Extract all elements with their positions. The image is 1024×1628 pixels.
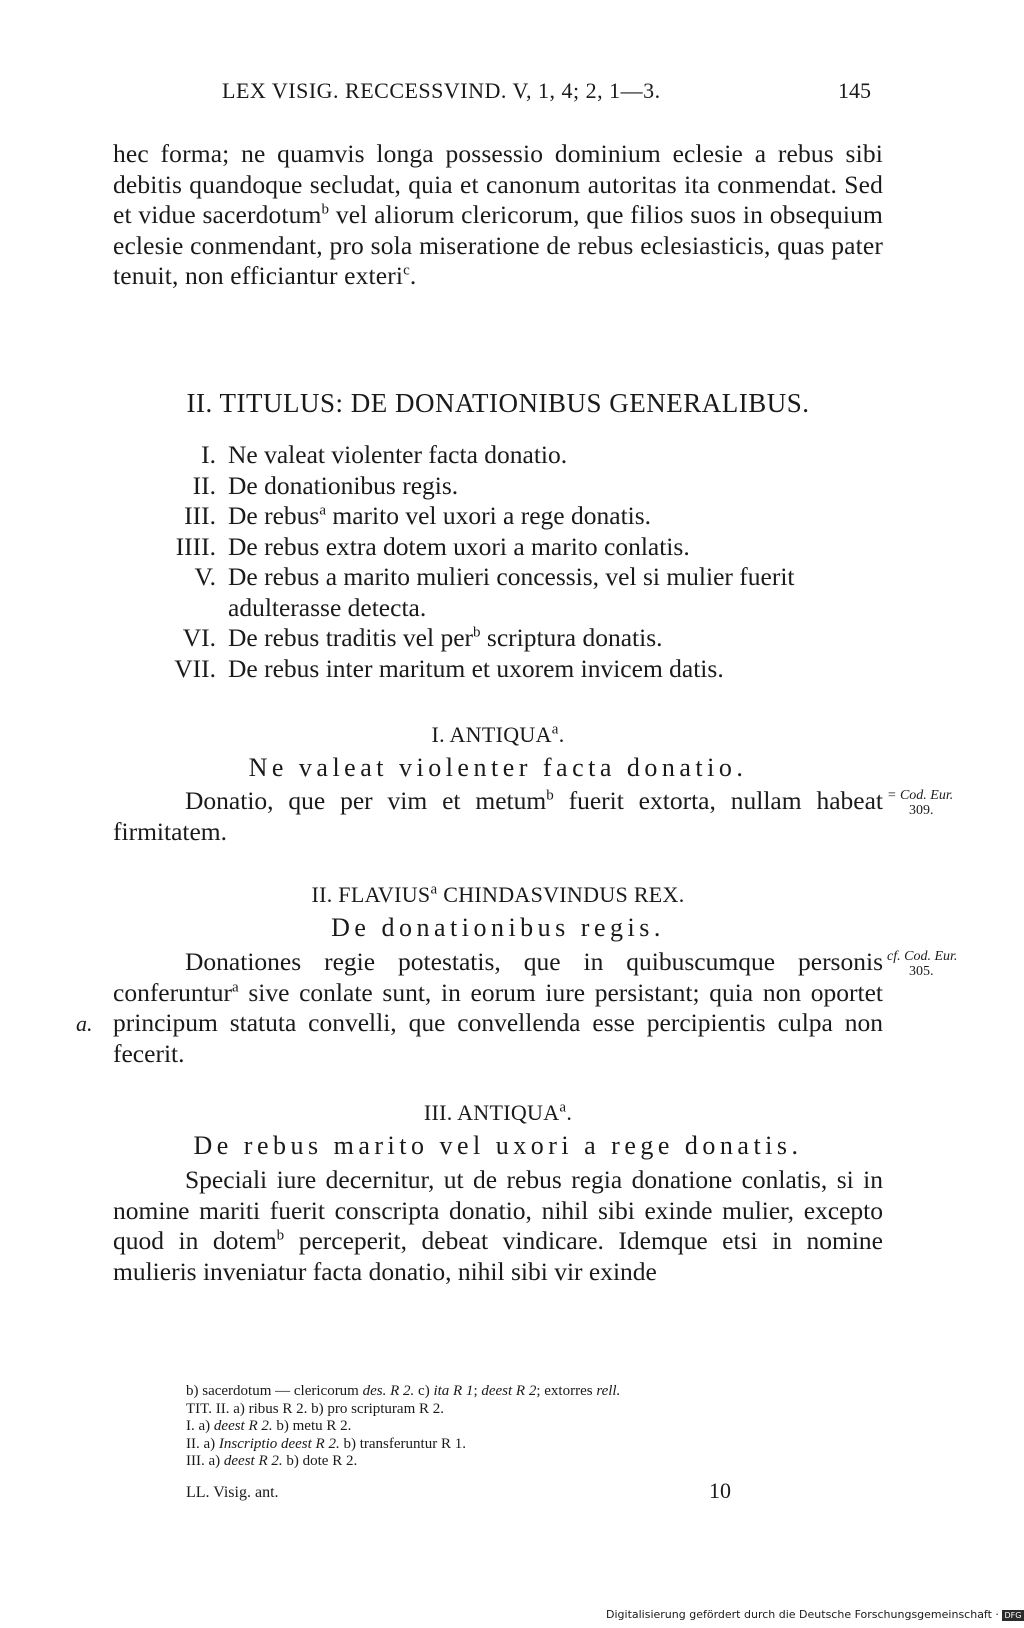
chapter-title: De rebus a marito mulieri concessis, vel si mulier fuerit adulterasse detecta. — [228, 562, 795, 622]
section-heading: III. ANTIQUA$^a$. — [423, 1099, 573, 1125]
footnote-mark: c — [403, 262, 410, 279]
running-title: LEX VISIG. RECCESSVIND. V, 1, 4; 2, 1—3. — [222, 78, 661, 103]
footnote-line: I. a) deest R 2. b) metu R 2. — [186, 1418, 352, 1434]
gathering-number: 10 — [709, 1478, 731, 1503]
section-text: Donatio, que per vim et metum$^b$ fuerit extorta, nullam habeat firmitatem. — [113, 786, 883, 846]
footnote-mark: a — [319, 502, 327, 519]
footnote-line: TIT. II. a) ribus R 2. b) pro scripturam R 2. — [186, 1400, 444, 1417]
margin-reference: cf. Cod. Eur. 305. — [887, 949, 958, 979]
list-item — [113, 654, 883, 685]
chapter-title: De donationibus regis. — [228, 470, 459, 500]
chapter-title: De rebus$^a$ marito vel uxori a rege donatis. — [228, 501, 652, 530]
footnote-mark: b — [473, 624, 481, 641]
dfg-logo-icon: DFG — [1002, 1610, 1024, 1621]
chapter-number: III. — [184, 501, 216, 530]
chapter-number: IIII. — [175, 531, 216, 561]
running-header — [0, 70, 1000, 110]
footnote-mark: a — [231, 979, 239, 995]
chapter-number: I. — [201, 440, 216, 469]
section-rubric: Ne valeat violenter facta donatio. — [248, 753, 748, 782]
section-heading: II. FLAVIUS$^a$ CHINDASVINDUS REX. — [311, 881, 685, 907]
footnote-mark: b — [276, 1227, 285, 1244]
title-heading: II. TITULUS: DE DONATIONIBUS GENERALIBUS. — [186, 388, 810, 418]
list-item — [113, 501, 883, 532]
chapter-number: VII. — [174, 653, 216, 683]
footnote-line: II. a) Inscriptio deest R 2. b) transferuntur R 1. — [186, 1435, 466, 1452]
signature-mark: LL. Visig. ant. — [186, 1484, 279, 1501]
chapter-list — [113, 440, 883, 684]
footnotes — [186, 1383, 906, 1471]
section-text: Donationes regie potestatis, que in quibuscumque personis conferuntur$^a$ sive conlate sunt, in eorum iure persistant; quia non oportet principum statuta convelli, que convellenda esse percipientis culpa non fecerit. — [113, 947, 883, 1068]
chapter-title: De rebus inter maritum et uxorem invicem datis. — [228, 653, 724, 683]
section-rubric: De rebus marito vel uxori a rege donatis. — [193, 1131, 803, 1160]
footnote-mark: a — [559, 1099, 567, 1116]
paragraph-continuation: hec forma; ne quamvis longa possessio dominium eclesie a rebus sibi debitis quandoque secludat, quia et canonum autoritas ita conmendat. Sed et vidue sacerdotum$^b$ vel aliorum clericorum, que filios suos in obsequium eclesie conmendant, pro sola miseratione de rebus eclesiasticis, quas pater tenuit, non efficiantur exteri$^c$. — [113, 139, 883, 290]
footnote-line: III. a) deest R 2. b) dote R 2. — [186, 1453, 358, 1469]
list-item — [113, 471, 883, 502]
list-item — [113, 562, 883, 623]
chapter-number: V. — [194, 562, 216, 591]
list-item — [113, 623, 883, 654]
chapter-number: II. — [192, 470, 216, 500]
margin-reference: = Cod. Eur. 309. — [887, 788, 954, 818]
footnote-mark: a — [551, 721, 559, 738]
footnote-mark: b — [321, 201, 330, 218]
page-number: 145 — [838, 78, 871, 103]
chapter-title: De rebus traditis vel per$^b$ scriptura donatis. — [228, 623, 663, 652]
chapter-number: VI. — [182, 623, 216, 652]
footnote-mark: a — [430, 881, 438, 898]
list-item — [113, 532, 883, 563]
section-rubric: De donationibus regis. — [331, 913, 665, 942]
section-heading: I. ANTIQUA$^a$. — [431, 721, 565, 747]
digitization-credit: Digitalisierung gefördert durch die Deutsche Forschungsgemeinschaft · DFG — [606, 1608, 1024, 1621]
margin-note: a. — [76, 1011, 93, 1036]
footnote-mark: b — [546, 787, 554, 804]
list-item — [113, 440, 883, 471]
chapter-title: Ne valeat violenter facta donatio. — [228, 440, 568, 469]
section-text: Speciali iure decernitur, ut de rebus regia donatione conlatis, si in nomine mariti fuerit conscripta donatio, nihil sibi exinde mulier, excepto quod in dotem$^b$ perceperit, debeat vindicare. Idemque etsi in nomine mulieris inveniatur facta donatio, nihil sibi vir exinde — [113, 1165, 884, 1286]
footnote-line: b) sacerdotum — clericorum des. R 2. c) ita R 1; deest R 2; extorres rell. — [186, 1383, 621, 1399]
chapter-title: De rebus extra dotem uxori a marito conlatis. — [228, 531, 690, 561]
